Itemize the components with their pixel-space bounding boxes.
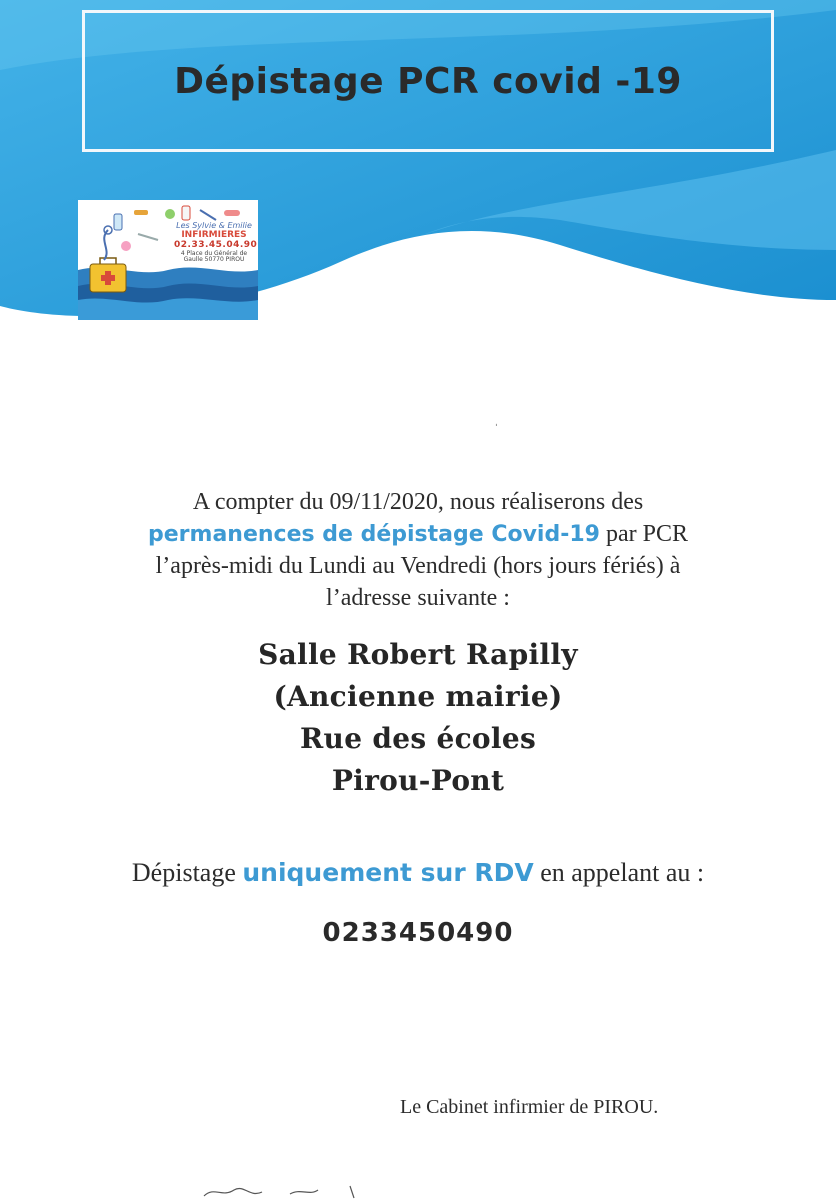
intro-line-3: l’après-midi du Lundi au Vendredi (hors jours fériés) à xyxy=(155,553,681,580)
address-line-street: Rue des écoles xyxy=(299,722,537,755)
logo-names: Les Sylvie & Emilie xyxy=(176,221,252,230)
logo-text-block xyxy=(174,221,258,264)
rdv-highlight: uniquement sur RDV xyxy=(242,858,534,887)
intro-paragraph xyxy=(60,486,776,615)
appointment-line xyxy=(30,858,806,888)
rdv-prefix: Dépistage xyxy=(131,858,236,887)
address-block xyxy=(60,634,776,802)
address-line-note: (Ancienne mairie) xyxy=(273,680,563,713)
intro-line-4: l’adresse suivante : xyxy=(326,585,510,612)
address-line-venue: Salle Robert Rapilly xyxy=(258,638,578,671)
nurses-logo xyxy=(78,200,258,320)
logo-title: INFIRMIERES xyxy=(181,229,247,240)
rdv-suffix: en appelant au : xyxy=(540,858,705,887)
signature-line: Le Cabinet infirmier de PIROU. xyxy=(400,1096,659,1118)
logo-phone: 02.33.45.04.90 xyxy=(174,239,258,250)
handwritten-scribble xyxy=(200,1180,400,1200)
intro-highlight: permanences de dépistage Covid-19 xyxy=(148,522,600,548)
title-frame xyxy=(82,10,774,152)
stray-mark: ˌ xyxy=(494,412,499,427)
intro-line-2-rest: par PCR xyxy=(605,521,688,548)
logo-address: 4 Place du Général de Gaulle 50770 PIROU xyxy=(180,249,248,264)
address-line-town: Pirou-Pont xyxy=(331,764,505,797)
intro-line-1: A compter du 09/11/2020, nous réaliserons des xyxy=(192,489,644,515)
intro-line-2 xyxy=(60,518,776,550)
phone-number: 0233450490 xyxy=(322,918,514,948)
page-title: Dépistage PCR covid -19 xyxy=(174,60,682,102)
